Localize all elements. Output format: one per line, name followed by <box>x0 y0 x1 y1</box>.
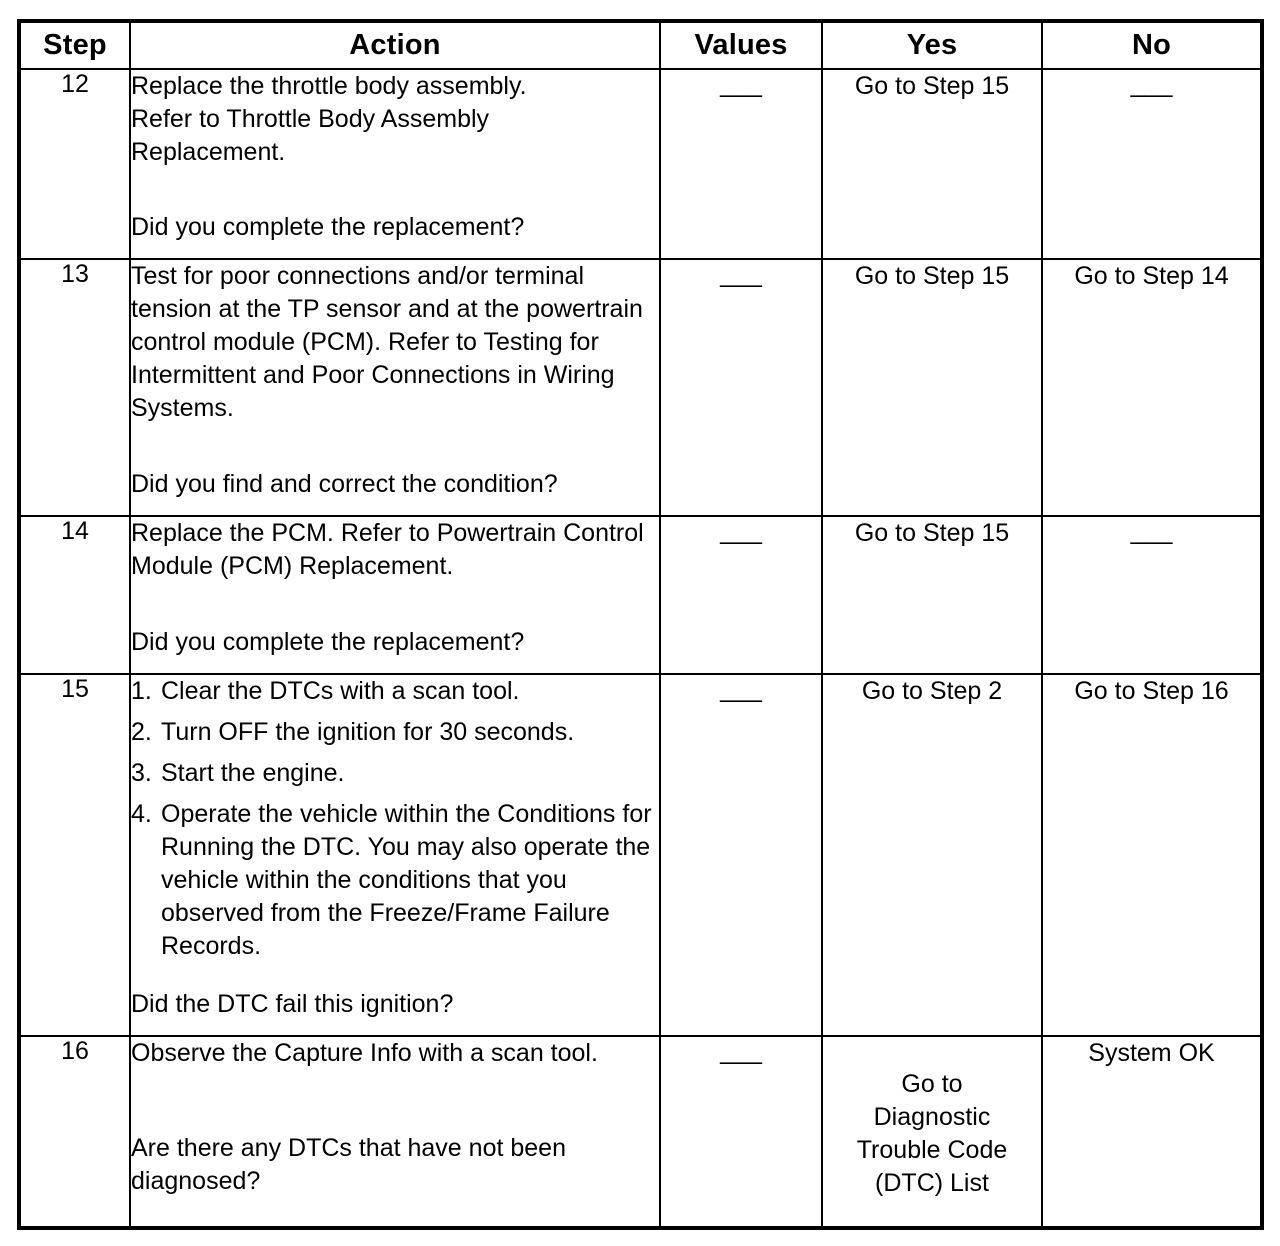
action-cell <box>130 69 660 259</box>
step-number: 16 <box>19 1036 130 1228</box>
table-row <box>19 1036 1262 1228</box>
values-cell: ___ <box>660 1036 822 1228</box>
step-number: 12 <box>19 69 130 259</box>
table-row <box>19 69 1262 259</box>
action-question: Did you complete the replacement? <box>131 213 525 241</box>
header-row <box>19 21 1262 69</box>
no-cell: ___ <box>1042 69 1262 259</box>
no-cell: Go to Step 14 <box>1042 259 1262 516</box>
action-question: Did the DTC fail this ignition? <box>131 990 454 1018</box>
action-text: Test for poor connections and/or terminal tension at the TP sensor and at the powertrain control module (PCM). Refer to Testing for Intermittent and Poor Connections in Wiring Systems. <box>131 262 643 422</box>
action-cell <box>130 674 660 1036</box>
action-text: Replace the PCM. Refer to Powertrain Control Module (PCM) Replacement. <box>131 519 644 580</box>
no-cell: ___ <box>1042 516 1262 674</box>
list-item-text: Turn OFF the ignition for 30 seconds. <box>161 718 575 746</box>
table-row <box>19 674 1262 1036</box>
action-cell <box>130 1036 660 1228</box>
table-row <box>19 516 1262 674</box>
list-item <box>131 757 659 790</box>
list-item-number: 4. <box>131 800 152 828</box>
header-values: Values <box>660 21 822 69</box>
list-item-text: Clear the DTCs with a scan tool. <box>161 677 520 705</box>
header-step: Step <box>19 21 130 69</box>
action-cell <box>130 516 660 674</box>
list-item-text: Start the engine. <box>161 759 345 787</box>
action-text: Observe the Capture Info with a scan tool. <box>131 1039 598 1067</box>
yes-cell: Go to Step 15 <box>822 516 1042 674</box>
values-cell: ___ <box>660 516 822 674</box>
action-question: Did you complete the replacement? <box>131 628 525 656</box>
header-no: No <box>1042 21 1262 69</box>
action-question: Did you find and correct the condition? <box>131 470 558 498</box>
no-cell: Go to Step 16 <box>1042 674 1262 1036</box>
yes-cell: Go to Step 15 <box>822 69 1042 259</box>
action-question: Are there any DTCs that have not been diagnosed? <box>131 1134 566 1195</box>
values-cell: ___ <box>660 674 822 1036</box>
list-item-number: 2. <box>131 718 152 746</box>
table-row <box>19 259 1262 516</box>
list-item <box>131 716 659 749</box>
list-item-text: Operate the vehicle within the Conditions for Running the DTC. You may also operate the vehicle within the conditions that you observed from the Freeze/Frame Failure Records. <box>161 800 652 960</box>
step-number: 15 <box>19 674 130 1036</box>
no-cell: System OK <box>1042 1036 1262 1228</box>
header-action: Action <box>130 21 660 69</box>
diagnostic-table <box>17 19 1264 1230</box>
values-cell: ___ <box>660 259 822 516</box>
action-step-list <box>131 675 659 963</box>
step-number: 14 <box>19 516 130 674</box>
yes-cell: Go to Diagnostic Trouble Code (DTC) List <box>822 1036 1042 1228</box>
list-item-number: 3. <box>131 759 152 787</box>
values-cell: ___ <box>660 69 822 259</box>
list-item <box>131 798 659 963</box>
action-text: Replace the throttle body assembly. Refer to Throttle Body Assembly Replacement. <box>131 72 527 166</box>
yes-cell: Go to Step 15 <box>822 259 1042 516</box>
yes-cell: Go to Step 2 <box>822 674 1042 1036</box>
action-cell <box>130 259 660 516</box>
header-yes: Yes <box>822 21 1042 69</box>
step-number: 13 <box>19 259 130 516</box>
list-item <box>131 675 659 708</box>
list-item-number: 1. <box>131 677 152 705</box>
